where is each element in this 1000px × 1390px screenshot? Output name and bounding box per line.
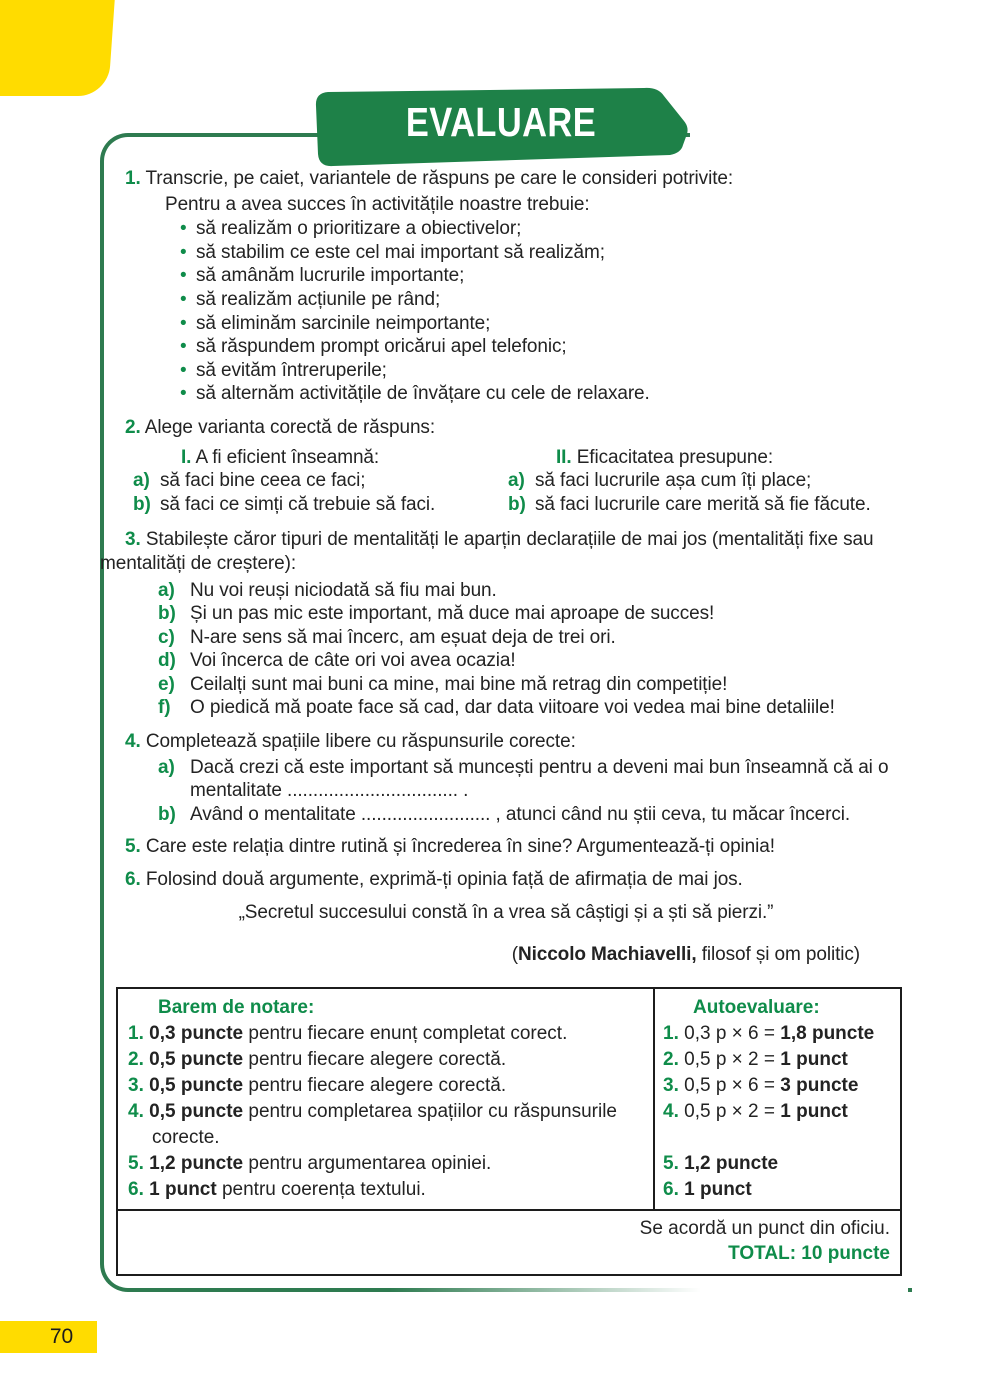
exercise-5-title: 5. Care este relația dintre rutină și încrederea în sine? Argumentează-ți opinia! bbox=[125, 836, 775, 858]
bullet-icon: • bbox=[180, 312, 187, 334]
frame-bottom-fade bbox=[390, 1282, 908, 1294]
self-eval-item: 4. 0,5 p × 2 = 1 punct bbox=[663, 1101, 848, 1122]
bullet-icon: • bbox=[180, 359, 187, 381]
bonus-point-note: Se acordă un punct din oficiu. bbox=[639, 1218, 890, 1239]
self-evaluation-title: Autoevaluare: bbox=[693, 997, 820, 1018]
exercise-content bbox=[100, 167, 912, 986]
bullet-icon: • bbox=[180, 265, 187, 287]
roman-numeral: I. bbox=[181, 446, 192, 468]
grading-footer bbox=[118, 1209, 900, 1274]
list-item: • să răspundem prompt oricărui apel telefonic; bbox=[180, 336, 567, 358]
statement: f) O piedică mă poate face să cad, dar data viitoare voi vedea mai bine detaliile! bbox=[158, 697, 835, 719]
roman-numeral: II. bbox=[556, 446, 572, 468]
grading-main-row bbox=[118, 989, 900, 1209]
self-eval-item: 3. 0,5 p × 6 = 3 puncte bbox=[663, 1075, 859, 1096]
page-title: EVALUARE bbox=[405, 99, 597, 145]
exercise-2-number: 2. bbox=[125, 416, 141, 438]
exercise-6-title: 6. Folosind două argumente, exprimă-ți opinia față de afirmația de mai jos. bbox=[125, 869, 743, 891]
exercise-4-number: 4. bbox=[125, 731, 141, 753]
frame-top-fade bbox=[690, 130, 1000, 140]
exercise-1-title: 1. Transcrie, pe caiet, variantele de răspuns pe care le consideri potrivite: bbox=[125, 168, 734, 189]
grading-table bbox=[116, 987, 902, 1276]
statement: e) Ceilalți sunt mai buni ca mine, mai bine mă retrag din competiție! bbox=[158, 673, 728, 695]
answer-option: a) să faci bine ceea ce faci; bbox=[133, 470, 366, 492]
bullet-icon: • bbox=[180, 218, 187, 240]
exercise-3-title: 3. Stabilește căror tipuri de mentalități le aparțin declarațiile de mai jos (mentalități fixe sau mentalități de creștere): bbox=[100, 529, 874, 574]
exercise-2-column-2: II. Eficacitatea presupune: a) să faci lucrurile așa cum îți place; b) să faci lucrurile care merită să fie făcute. bbox=[508, 446, 912, 517]
exercise-4-title: 4. Completează spațiile libere cu răspunsurile corecte: bbox=[125, 731, 576, 753]
grading-item: 3. 0,5 puncte pentru fiecare alegere corectă. bbox=[128, 1075, 507, 1096]
corner-yellow-shape bbox=[0, 0, 116, 96]
self-eval-item: 1. 0,3 p × 6 = 1,8 puncte bbox=[663, 1023, 875, 1044]
page-number: 70 bbox=[0, 1321, 97, 1353]
grading-item: 6. 1 punct pentru coerența textului. bbox=[128, 1179, 426, 1200]
grading-item: 5. 1,2 puncte pentru argumentarea opiniei. bbox=[128, 1153, 492, 1174]
bullet-icon: • bbox=[180, 241, 187, 263]
quote-attribution: (Niccolo Machiavelli, filosof și om politic) bbox=[511, 944, 860, 966]
list-item: • să realizăm acțiunile pe rând; bbox=[180, 288, 441, 310]
self-evaluation-cell bbox=[655, 989, 900, 1209]
exercise-2-title: 2. Alege varianta corectă de răspuns: bbox=[125, 416, 436, 438]
bullet-icon: • bbox=[180, 336, 187, 358]
grading-scheme-title: Barem de notare: bbox=[158, 997, 315, 1018]
exercise-1-number: 1. bbox=[125, 168, 141, 189]
exercise-3-number: 3. bbox=[125, 529, 141, 551]
exercise-6-number: 6. bbox=[125, 869, 141, 891]
list-item: • să evităm întreruperile; bbox=[180, 359, 387, 381]
total-points: TOTAL: 10 puncte bbox=[728, 1243, 890, 1264]
grading-item: 1. 0,3 puncte pentru fiecare enunț completat corect. bbox=[128, 1023, 568, 1044]
list-item: • să eliminăm sarcinile neimportante; bbox=[180, 312, 491, 334]
exercise-5-number: 5. bbox=[125, 836, 141, 858]
fill-in-item: a) Dacă crezi că este important să muncești pentru a deveni mai bun înseamnă că ai o mentalitate ................................. . bbox=[158, 756, 889, 802]
exercise-2-columns bbox=[133, 446, 912, 517]
exercise-2-column-1: I. A fi eficient înseamnă: a) să faci bine ceea ce faci; b) să faci ce simți că trebuie să faci. bbox=[133, 446, 508, 517]
answer-option: b) să faci lucrurile care merită să fie făcute. bbox=[508, 493, 871, 515]
quote-text: „Secretul succesului constă în a vrea să câștigi și a ști să pierzi.” bbox=[238, 901, 774, 923]
self-eval-item: 2. 0,5 p × 2 = 1 punct bbox=[663, 1049, 848, 1070]
statement: b) Și un pas mic este important, mă duce mai aproape de succes! bbox=[158, 603, 715, 625]
quote-author: Niccolo Machiavelli, bbox=[517, 944, 697, 966]
grading-item: 2. 0,5 puncte pentru fiecare alegere corectă. bbox=[128, 1049, 507, 1070]
exercise-1-intro: Pentru a avea succes în activitățile noastre trebuie: bbox=[165, 193, 590, 215]
answer-option: a) să faci lucrurile așa cum îți place; bbox=[508, 470, 812, 492]
list-item: • să amânăm lucrurile importante; bbox=[180, 265, 465, 287]
bullet-icon: • bbox=[180, 288, 187, 310]
statement: a) Nu voi reuși niciodată să fiu mai bun. bbox=[158, 579, 497, 601]
list-item: • să realizăm o prioritizare a obiectivelor; bbox=[180, 218, 522, 240]
self-eval-item: 6. 1 punct bbox=[663, 1179, 752, 1200]
list-item: • să stabilim ce este cel mai important să realizăm; bbox=[180, 241, 605, 263]
statement: d) Voi încerca de câte ori voi avea ocazia! bbox=[158, 650, 516, 672]
grading-item: 4. 0,5 puncte pentru completarea spațiilor cu răspunsurile corecte. bbox=[128, 1101, 617, 1148]
fill-in-item: b) Având o mentalitate ......................... , atunci când nu știi ceva, tu măcar încerci. bbox=[158, 803, 851, 825]
list-item: • să alternăm activitățile de învățare cu cele de relaxare. bbox=[180, 383, 650, 405]
statement: c) N-are sens să mai încerc, am eșuat deja de trei ori. bbox=[158, 626, 616, 648]
answer-option: b) să faci ce simți că trebuie să faci. bbox=[133, 493, 436, 515]
self-eval-item: 5. 1,2 puncte bbox=[663, 1153, 779, 1174]
bullet-icon: • bbox=[180, 383, 187, 405]
grading-scheme-cell bbox=[118, 989, 655, 1209]
